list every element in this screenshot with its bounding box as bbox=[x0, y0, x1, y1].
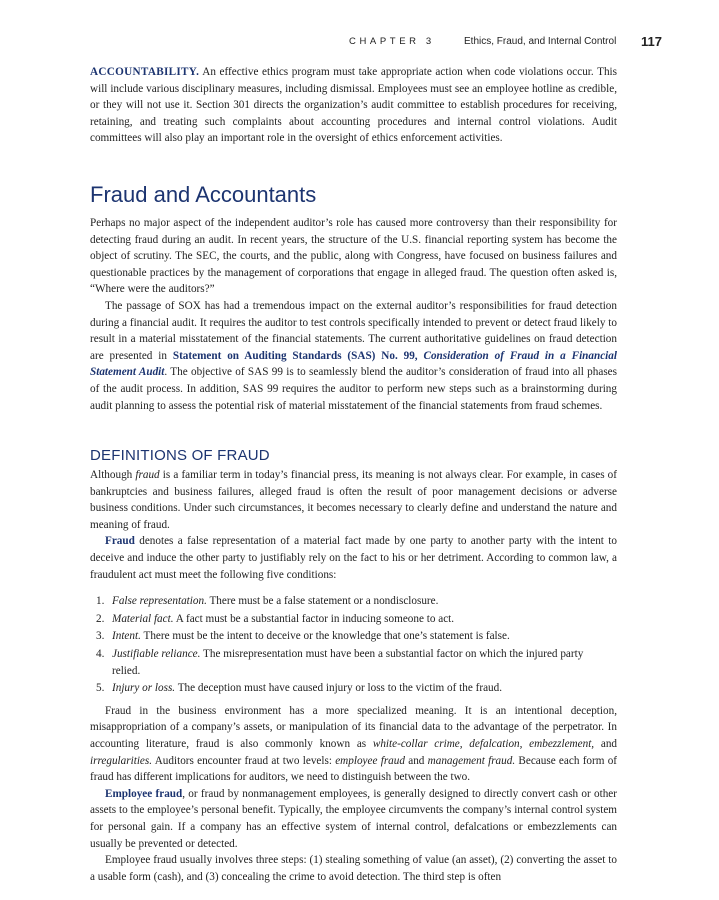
list-item-number: 2. bbox=[96, 612, 105, 625]
def-p1-b: is a familiar term in today’s financial press, its meaning is not always clear. For example, in cases of bankruptcies and business failures, alleged fraud is often the result of poor management decisions or adverse business conditions. Under such circumstances, it becomes necessary to clearly define and understand the nature and meaning of fraud. bbox=[90, 469, 617, 531]
list-item-number: 1. bbox=[96, 595, 105, 608]
running-header bbox=[0, 36, 719, 50]
sas99-term: Statement on Auditing Standards (SAS) No. 99, bbox=[172, 349, 418, 362]
list-item-text: There must be a false statement or a nondisclosure. bbox=[206, 595, 439, 608]
list-item bbox=[90, 628, 617, 645]
def-p3-terms-1: white-collar crime, defalcation, embezzlement, bbox=[372, 738, 595, 750]
list-item-number: 4. bbox=[96, 648, 105, 661]
sas99-title: Consideration of Fraud in a Financial Statement Audit bbox=[90, 349, 617, 379]
definitions-paragraph-4 bbox=[90, 786, 617, 852]
section-paragraph-2 bbox=[90, 298, 617, 414]
definitions-paragraph-3 bbox=[90, 703, 617, 786]
def-p1-a: Although bbox=[90, 469, 136, 482]
list-item-term: Intent. bbox=[112, 630, 141, 643]
list-item-text: The deception must have caused injury or loss to the victim of the fraud. bbox=[175, 682, 503, 695]
section-paragraph-1: Perhaps no major aspect of the independent auditor’s role has caused more controversy than their responsibility for detecting fraud during an audit. In recent years, the structure of the U.S. financial reporting system has become the object of scrutiny. The SEC, the courts, and the public, along with Congress, have focused on business failures and questionable practices by the management of corporations that engage in alleged fraud. The question often asked is, “Where were the auditors?” bbox=[90, 216, 617, 296]
def-p3-e: Because each form of fraud has different implications for auditors, we need to distinguish between the two. bbox=[90, 754, 618, 784]
list-item-text: A fact must be a substantial factor in inducing someone to act. bbox=[173, 612, 455, 625]
list-item-number: 5. bbox=[96, 682, 105, 695]
def-p3-a: Fraud in the business environment has a more specialized meaning. It is an intentional deception, misappropriation of a company’s assets, or manipulation of its financial data to the advantage of the perpetrator. In accounting literature, fraud is also commonly known as bbox=[90, 704, 617, 750]
definitions-paragraph-5: Employee fraud usually involves three steps: (1) stealing something of value (an asset), (2) converting the asset to a usable form (cash), and (3) concealing the crime to avoid detection. The third step is often bbox=[90, 854, 617, 883]
definitions-paragraph-2 bbox=[90, 533, 617, 583]
fraud-conditions-list bbox=[90, 593, 617, 697]
def-p3-employee-fraud: employee fraud bbox=[335, 754, 405, 767]
accountability-text: An effective ethics program must take appropriate action when code violations occur. This will include various disciplinary measures, including dismissal. Employees must see an employee hotline as credible, or they will not use it. Section 301 directs the organization’s audit committee to establish procedures for receiving, retaining, and treating such complaints about accounting procedures and internal control violations. Audit committees will also play an important role in the oversight of ethics enforcement activities. bbox=[90, 66, 617, 145]
chapter-title: Ethics, Fraud, and Internal Control bbox=[464, 36, 617, 47]
def-p3-terms-2: irregularities. bbox=[90, 754, 153, 767]
definitions-heading: DEFINITIONS OF FRAUD bbox=[90, 447, 270, 465]
list-item-number: 3. bbox=[96, 630, 105, 643]
accountability-paragraph bbox=[90, 64, 617, 147]
section-p2-text-a: The passage of SOX has had a tremendous impact on the external auditor’s responsibilities for fraud detection during a financial audit. It requires the auditor to test controls specifically intended to prevent or detect fraud likely to result in a material misstatement of the financial statements. The current authoritative guidelines on fraud detection are presented in bbox=[90, 299, 617, 362]
def-p3-management-fraud: management fraud. bbox=[427, 754, 516, 767]
list-item-term: False representation. bbox=[112, 595, 207, 608]
list-item bbox=[90, 611, 617, 628]
list-item-term: Material fact. bbox=[112, 612, 174, 625]
list-item-term: Justifiable reliance. bbox=[112, 648, 201, 661]
def-p3-d: and bbox=[404, 754, 428, 767]
def-p3-c: Auditors encounter fraud at two levels: bbox=[152, 754, 336, 767]
def-p1-fraud-term: fraud bbox=[135, 469, 160, 482]
list-item bbox=[90, 646, 617, 679]
definitions-paragraph-1 bbox=[90, 467, 617, 533]
section-p2-text-b: . The objective of SAS 99 is to seamlessly blend the auditor’s consideration of fraud into all phases of the audit process. In addition, SAS 99 requires the auditor to perform new steps such as a brainstorming during audit planning to assess the potential risk of material misstatement of the financial statements from fraud schemes. bbox=[90, 366, 617, 412]
page-body bbox=[90, 64, 617, 885]
list-item bbox=[90, 680, 617, 697]
def-p4-text: , or fraud by nonmanagement employees, is generally designed to directly convert cash or other assets to the employee’s personal benefit. Typically, the employee circumvents the company’s internal control system for personal gain. If a company has an effective system of internal control, defalcations or embezzlements can usually be prevented or detected. bbox=[90, 787, 617, 850]
list-item-term: Injury or loss. bbox=[112, 682, 176, 695]
accountability-heading: ACCOUNTABILITY. bbox=[90, 66, 200, 78]
list-item-text: There must be the intent to deceive or the knowledge that one’s statement is false. bbox=[140, 630, 510, 643]
def-p2-text: denotes a false representation of a material fact made by one party to another party with the intent to deceive and induce the other party to justifiably rely on the fact to his or her detriment. According to common law, a fraudulent act must meet the following five conditions: bbox=[90, 535, 617, 581]
list-item-text: The misrepresentation must have been a substantial factor on which the injured party relied. bbox=[112, 648, 584, 677]
chapter-label: CHAPTER 3 bbox=[349, 36, 435, 47]
fraud-keyword: Fraud bbox=[105, 535, 135, 548]
section-title: Fraud and Accountants bbox=[90, 181, 317, 207]
page-number: 117 bbox=[641, 34, 662, 49]
list-item bbox=[90, 593, 617, 610]
def-p3-b: and bbox=[594, 738, 618, 750]
employee-fraud-keyword: Employee fraud bbox=[105, 787, 183, 800]
